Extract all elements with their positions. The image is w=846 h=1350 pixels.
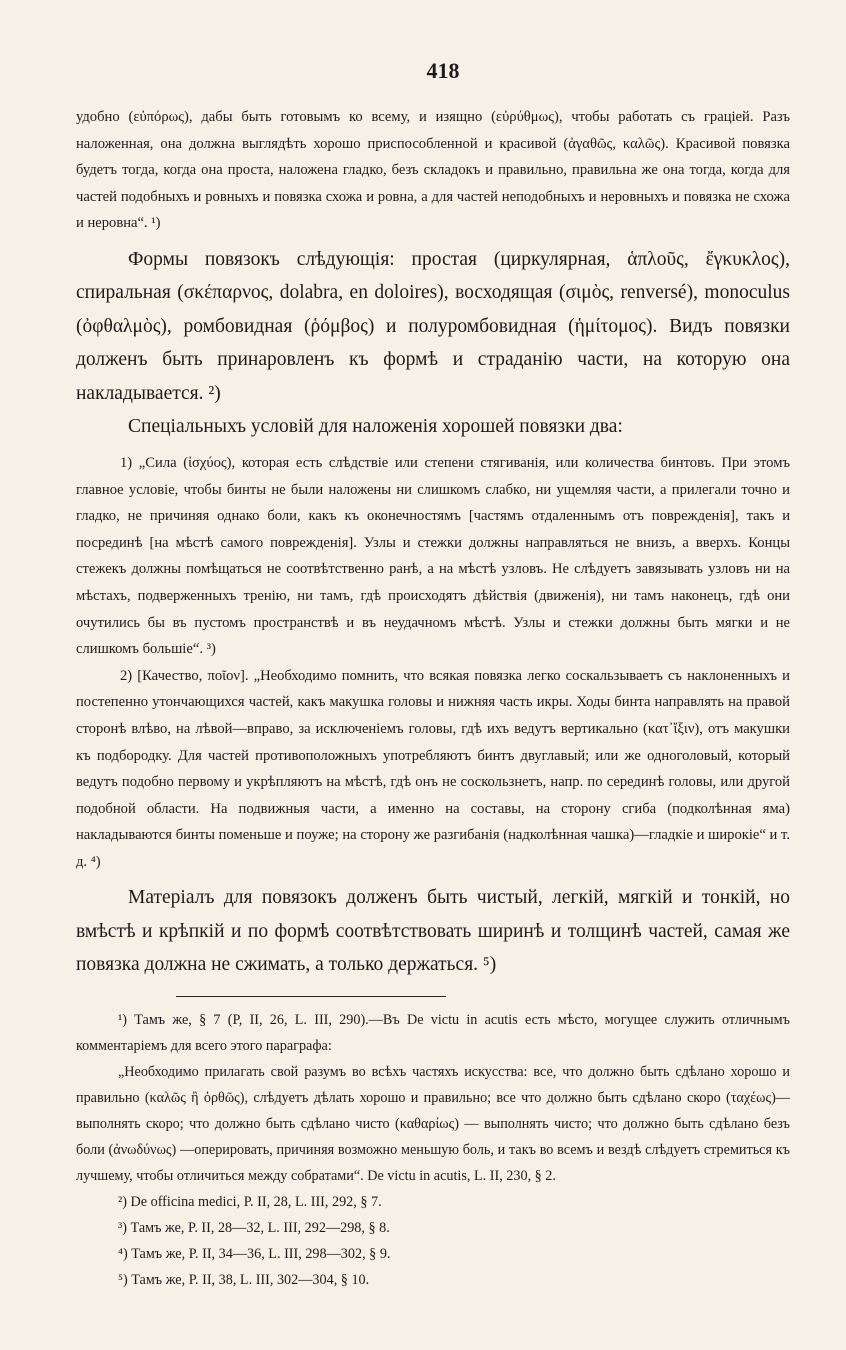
footnote-2: ²) De officina medici, P. II, 28, L. III, 292, § 7. xyxy=(118,1193,382,1210)
footnote-5: ⁵) Тамъ же, P. II, 38, L. III, 302—304, § 10. xyxy=(118,1271,370,1288)
intro-paragraph: удобно (εὐπόρως), дабы быть готовымъ ко всему, и изящно (εὐρύθμως), чтобы работать съ граціей. Разъ наложенная, она должна выглядѣть хорошо приспособленной и красивой (ἀγαθῶς, καλῶς). Красивой повязка будетъ тогда, когда она проста, наложена гладко, безъ складокъ и правильно, правильна же она тогда, когда для частей подобныхъ и ровныхъ и повязка схожа и ровна, а для частей неподобныхъ и неровныхъ и повязка не схожа и неровна“. ¹) xyxy=(76,109,790,232)
footnote-4: ⁴) Тамъ же, P. II, 34—36, L. III, 298—302, § 9. xyxy=(118,1245,391,1262)
footnote-1: ¹) Тамъ же, § 7 (P, II, 26, L. III, 290).—Въ De victu in acutis есть мѣсто, могущее служить отличнымъ комментаріемъ для всего этого параграфа: xyxy=(76,1011,790,1054)
material-paragraph: Матеріалъ для повязокъ долженъ быть чистый, легкій, мягкій и тонкій, но вмѣстѣ и крѣпкій и по формѣ соотвѣтствовать ширинѣ и толщинѣ частей, самая же повязка должна не сжимать, а только держаться. ⁵) xyxy=(76,887,790,976)
conditions-heading: Спеціальныхъ условій для наложенія хорошей повязки два: xyxy=(128,416,623,438)
page-number: 418 xyxy=(426,58,460,83)
footnote-divider xyxy=(176,996,446,997)
condition-2-paragraph: 2) [Качество, ποῖον]. „Необходимо помнить, что всякая повязка легко соскальзываетъ съ наклоненныхъ и постепенно утончающихся частей, какъ макушка головы и нижняя часть икры. Ходы бинта направлять на правой сторонѣ влѣво, на лѣвой—вправо, за исключеніемъ головы, гдѣ ихъ ведутъ вертикально (κατ᾽ἴξιν), отъ макушки къ подбородку. Для частей противоположныхъ употребляютъ бинтъ двуглавый; или же одноголовый, который ведутъ подобно первому и укрѣпляютъ на мѣстѣ, гдѣ онъ не соскользнетъ, напр. по серединѣ головы, или другой подобной области. На подвижныя части, а именно на составы, на сторону сгиба (подколѣнная яма) накладываются бинты поменьше и поуже; на сторону же разгибанія (надколѣнная чашка)—гладкіе и широкіе“ и т. д. ⁴) xyxy=(76,667,790,870)
footnotes xyxy=(76,1007,790,1293)
footnote-1-quote: „Необходимо прилагать свой разумъ во всѣхъ частяхъ искусства: все, что должно быть сдѣлано хорошо и правильно (καλῶς ἢ ὀρθῶς), слѣдуетъ дѣлать хорошо и правильно; все что должно быть сдѣлано скоро (ταχέως)—выполнять скоро; что должно быть сдѣлано чисто (καθαρίως) — выполнять чисто; что должно быть сдѣлано безъ боли (ἀνωδύνως) —оперировать, причиняя возможно меньшую боль, и такъ во всемъ и вездѣ слѣдуетъ стремиться къ лучшему, чтобы отличиться между собратами“. De victu in acutis, L. II, 230, § 2. xyxy=(76,1063,790,1184)
footnote-3: ³) Тамъ же, P. II, 28—32, L. III, 292—298, § 8. xyxy=(118,1219,390,1236)
forms-paragraph: Формы повязокъ слѣдующія: простая (циркулярная, ἁπλοῦς, ἔγκυκλος), спиральная (σκέπαρνος, dolabra, en doloires), восходящая (σιμὸς, renversé), monoculus (ὀφθαλμὸς), ромбовидная (ῥόμβος) и полуромбовидная (ἡμίτομος). Видъ повязки долженъ быть принаровленъ къ формѣ и страданію части, на которую она накладывается. ²) xyxy=(76,248,790,404)
condition-1-paragraph: 1) „Сила (ἰσχύος), которая есть слѣдствіе или степени стягиванія, или количества бинтовъ. При этомъ главное условіе, чтобы бинты не были наложены ни слишкомъ слабко, ни ущемляя части, а прилегали точно и гладко, не причиняя однако боли, какъ къ оконечностямъ [частямъ отдаленнымъ отъ поврежденія], такъ и посрединѣ [на мѣстѣ самого поврежденія]. Узлы и стежки должны направляться не внизъ, а вверхъ. Концы стежекъ должны помѣщаться не соотвѣтственно ранѣ, а на мѣстѣ узловъ. Не слѣдуетъ завязывать узловъ ни на мѣстахъ, подверженныхъ тренію, ни тамъ, гдѣ происходятъ дѣйствія (движенія), ни тамъ наконецъ, гдѣ они очутились бы въ пустомъ пространствѣ и въ неудачномъ мѣстѣ. Узлы и стежки должны быть мягки и не слишкомъ большіе“. ³) xyxy=(76,454,790,658)
